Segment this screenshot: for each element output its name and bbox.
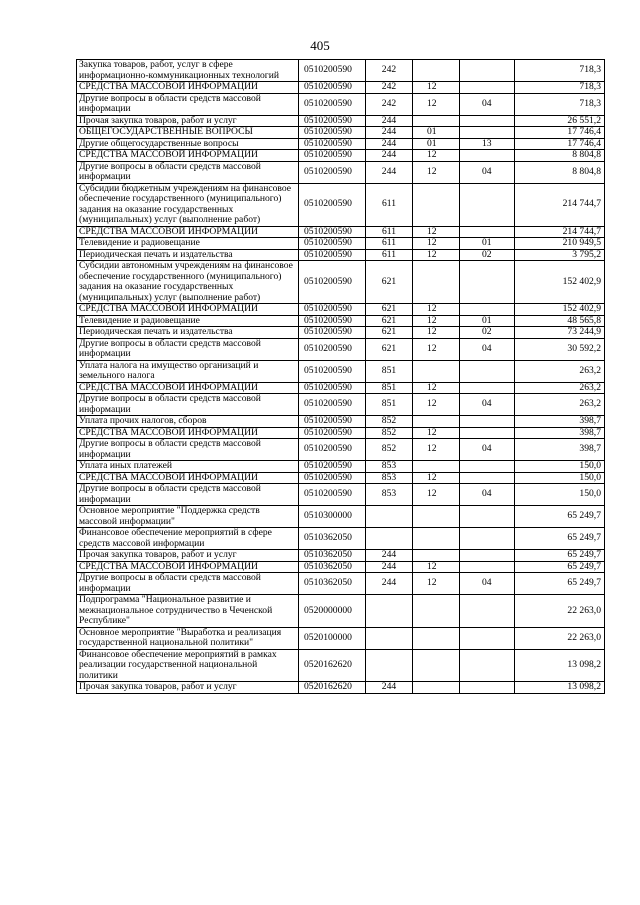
target-article-cell: 0510200590 bbox=[299, 93, 366, 115]
amount-cell: 48 565,8 bbox=[515, 315, 605, 327]
section-cell bbox=[413, 649, 460, 682]
subsection-cell: 01 bbox=[460, 315, 515, 327]
subsection-cell: 04 bbox=[460, 93, 515, 115]
table-row bbox=[77, 60, 605, 82]
target-article-cell: 0510200590 bbox=[299, 82, 366, 94]
amount-cell: 65 249,7 bbox=[515, 550, 605, 562]
subsection-cell: 04 bbox=[460, 573, 515, 595]
subsection-cell bbox=[460, 595, 515, 628]
amount-cell: 150,0 bbox=[515, 484, 605, 506]
table-row bbox=[77, 394, 605, 416]
subsection-cell bbox=[460, 416, 515, 428]
target-article-cell: 0510200590 bbox=[299, 238, 366, 250]
section-cell bbox=[413, 595, 460, 628]
subsection-cell bbox=[460, 226, 515, 238]
table-row bbox=[77, 315, 605, 327]
item-name-cell: Финансовое обеспечение мероприятий в рамках реализации государственной национальной политики bbox=[77, 649, 299, 682]
subsection-cell: 04 bbox=[460, 394, 515, 416]
table-row bbox=[77, 627, 605, 649]
target-article-cell: 0510200590 bbox=[299, 394, 366, 416]
target-article-cell: 0510200590 bbox=[299, 484, 366, 506]
table-row bbox=[77, 472, 605, 484]
item-name-cell: Другие вопросы в области средств массовой информации bbox=[77, 394, 299, 416]
target-article-cell: 0510200590 bbox=[299, 382, 366, 394]
subsection-cell bbox=[460, 550, 515, 562]
table-row bbox=[77, 127, 605, 139]
table-row bbox=[77, 682, 605, 694]
target-article-cell: 0510200590 bbox=[299, 226, 366, 238]
section-cell: 12 bbox=[413, 93, 460, 115]
item-name-cell: Прочая закупка товаров, работ и услуг bbox=[77, 682, 299, 694]
table-row bbox=[77, 238, 605, 250]
subsection-cell bbox=[460, 360, 515, 382]
target-article-cell: 0510200590 bbox=[299, 416, 366, 428]
table-row bbox=[77, 427, 605, 439]
target-article-cell: 0510200590 bbox=[299, 161, 366, 183]
item-name-cell: ОБЩЕГОСУДАРСТВЕННЫЕ ВОПРОСЫ bbox=[77, 127, 299, 139]
table-row bbox=[77, 183, 605, 226]
amount-cell: 398,7 bbox=[515, 427, 605, 439]
section-cell bbox=[413, 682, 460, 694]
target-article-cell: 0510200590 bbox=[299, 60, 366, 82]
item-name-cell: СРЕДСТВА МАССОВОЙ ИНФОРМАЦИИ bbox=[77, 150, 299, 162]
table-row bbox=[77, 82, 605, 94]
subsection-cell: 04 bbox=[460, 161, 515, 183]
target-article-cell: 0520100000 bbox=[299, 627, 366, 649]
expense-type-cell: 853 bbox=[366, 472, 413, 484]
item-name-cell: СРЕДСТВА МАССОВОЙ ИНФОРМАЦИИ bbox=[77, 226, 299, 238]
subsection-cell bbox=[460, 261, 515, 304]
expense-type-cell bbox=[366, 528, 413, 550]
section-cell: 12 bbox=[413, 315, 460, 327]
subsection-cell bbox=[460, 115, 515, 127]
amount-cell: 3 795,2 bbox=[515, 249, 605, 261]
budget-table-body bbox=[77, 60, 605, 694]
subsection-cell bbox=[460, 627, 515, 649]
table-row bbox=[77, 150, 605, 162]
item-name-cell: Уплата прочих налогов, сборов bbox=[77, 416, 299, 428]
subsection-cell bbox=[460, 682, 515, 694]
expense-type-cell: 853 bbox=[366, 461, 413, 473]
expense-type-cell: 244 bbox=[366, 150, 413, 162]
item-name-cell: Телевидение и радиовещание bbox=[77, 315, 299, 327]
amount-cell: 30 592,2 bbox=[515, 338, 605, 360]
target-article-cell: 0510200590 bbox=[299, 138, 366, 150]
amount-cell: 718,3 bbox=[515, 93, 605, 115]
table-row bbox=[77, 439, 605, 461]
item-name-cell: Другие общегосударственные вопросы bbox=[77, 138, 299, 150]
table-row bbox=[77, 93, 605, 115]
table-row bbox=[77, 528, 605, 550]
target-article-cell: 0510200590 bbox=[299, 249, 366, 261]
amount-cell: 263,2 bbox=[515, 382, 605, 394]
section-cell: 12 bbox=[413, 439, 460, 461]
table-row bbox=[77, 261, 605, 304]
expense-type-cell: 621 bbox=[366, 327, 413, 339]
section-cell: 12 bbox=[413, 561, 460, 573]
amount-cell: 73 244,9 bbox=[515, 327, 605, 339]
subsection-cell: 04 bbox=[460, 439, 515, 461]
amount-cell: 65 249,7 bbox=[515, 506, 605, 528]
expense-type-cell bbox=[366, 506, 413, 528]
section-cell bbox=[413, 115, 460, 127]
section-cell: 12 bbox=[413, 82, 460, 94]
subsection-cell: 04 bbox=[460, 338, 515, 360]
expense-type-cell: 851 bbox=[366, 360, 413, 382]
subsection-cell: 13 bbox=[460, 138, 515, 150]
table-row bbox=[77, 595, 605, 628]
amount-cell: 214 744,7 bbox=[515, 183, 605, 226]
table-row bbox=[77, 338, 605, 360]
section-cell: 12 bbox=[413, 226, 460, 238]
item-name-cell: Другие вопросы в области средств массовой информации bbox=[77, 93, 299, 115]
item-name-cell: Телевидение и радиовещание bbox=[77, 238, 299, 250]
item-name-cell: Уплата иных платежей bbox=[77, 461, 299, 473]
section-cell: 01 bbox=[413, 138, 460, 150]
section-cell: 12 bbox=[413, 249, 460, 261]
target-article-cell: 0510200590 bbox=[299, 150, 366, 162]
target-article-cell: 0510200590 bbox=[299, 315, 366, 327]
section-cell bbox=[413, 60, 460, 82]
expense-type-cell bbox=[366, 649, 413, 682]
budget-table bbox=[76, 59, 605, 694]
expense-type-cell: 244 bbox=[366, 127, 413, 139]
expense-type-cell bbox=[366, 595, 413, 628]
item-name-cell: Уплата налога на имущество организаций и земельного налога bbox=[77, 360, 299, 382]
section-cell: 12 bbox=[413, 427, 460, 439]
subsection-cell bbox=[460, 382, 515, 394]
amount-cell: 398,7 bbox=[515, 439, 605, 461]
item-name-cell: Финансовое обеспечение мероприятий в сфере средств массовой информации bbox=[77, 528, 299, 550]
section-cell: 12 bbox=[413, 573, 460, 595]
expense-type-cell: 242 bbox=[366, 93, 413, 115]
item-name-cell: Субсидии автономным учреждениям на финансовое обеспечение государственного (муниципального) задания на оказание государственных (муниципальных) услуг (выполнение работ) bbox=[77, 261, 299, 304]
item-name-cell: Прочая закупка товаров, работ и услуг bbox=[77, 550, 299, 562]
section-cell bbox=[413, 183, 460, 226]
section-cell: 12 bbox=[413, 382, 460, 394]
amount-cell: 152 402,9 bbox=[515, 261, 605, 304]
table-row bbox=[77, 115, 605, 127]
target-article-cell: 0510362050 bbox=[299, 528, 366, 550]
item-name-cell: Другие вопросы в области средств массовой информации bbox=[77, 573, 299, 595]
subsection-cell: 01 bbox=[460, 238, 515, 250]
expense-type-cell: 621 bbox=[366, 261, 413, 304]
target-article-cell: 0510362050 bbox=[299, 573, 366, 595]
amount-cell: 8 804,8 bbox=[515, 150, 605, 162]
section-cell bbox=[413, 360, 460, 382]
expense-type-cell: 611 bbox=[366, 238, 413, 250]
item-name-cell: Основное мероприятие "Выработка и реализация государственной национальной политики" bbox=[77, 627, 299, 649]
subsection-cell bbox=[460, 561, 515, 573]
subsection-cell bbox=[460, 472, 515, 484]
item-name-cell: Другие вопросы в области средств массовой информации bbox=[77, 161, 299, 183]
section-cell bbox=[413, 550, 460, 562]
target-article-cell: 0510200590 bbox=[299, 360, 366, 382]
item-name-cell: СРЕДСТВА МАССОВОЙ ИНФОРМАЦИИ bbox=[77, 427, 299, 439]
amount-cell: 150,0 bbox=[515, 472, 605, 484]
item-name-cell: Основное мероприятие "Поддержка средств массовой информации" bbox=[77, 506, 299, 528]
target-article-cell: 0510200590 bbox=[299, 472, 366, 484]
table-row bbox=[77, 484, 605, 506]
item-name-cell: Прочая закупка товаров, работ и услуг bbox=[77, 115, 299, 127]
section-cell: 12 bbox=[413, 150, 460, 162]
subsection-cell bbox=[460, 649, 515, 682]
item-name-cell: Другие вопросы в области средств массовой информации bbox=[77, 439, 299, 461]
item-name-cell: СРЕДСТВА МАССОВОЙ ИНФОРМАЦИИ bbox=[77, 82, 299, 94]
item-name-cell: Другие вопросы в области средств массовой информации bbox=[77, 484, 299, 506]
table-row bbox=[77, 226, 605, 238]
target-article-cell: 0520000000 bbox=[299, 595, 366, 628]
subsection-cell: 02 bbox=[460, 249, 515, 261]
target-article-cell: 0520162620 bbox=[299, 649, 366, 682]
table-row bbox=[77, 461, 605, 473]
subsection-cell bbox=[460, 528, 515, 550]
item-name-cell: Периодическая печать и издательства bbox=[77, 249, 299, 261]
table-row bbox=[77, 561, 605, 573]
target-article-cell: 0510200590 bbox=[299, 427, 366, 439]
section-cell: 12 bbox=[413, 394, 460, 416]
target-article-cell: 0510300000 bbox=[299, 506, 366, 528]
table-row bbox=[77, 416, 605, 428]
subsection-cell bbox=[460, 183, 515, 226]
target-article-cell: 0510200590 bbox=[299, 327, 366, 339]
amount-cell: 263,2 bbox=[515, 394, 605, 416]
expense-type-cell: 851 bbox=[366, 394, 413, 416]
table-row bbox=[77, 649, 605, 682]
section-cell bbox=[413, 506, 460, 528]
item-name-cell: СРЕДСТВА МАССОВОЙ ИНФОРМАЦИИ bbox=[77, 472, 299, 484]
target-article-cell: 0510362050 bbox=[299, 561, 366, 573]
table-row bbox=[77, 161, 605, 183]
item-name-cell: СРЕДСТВА МАССОВОЙ ИНФОРМАЦИИ bbox=[77, 561, 299, 573]
expense-type-cell: 244 bbox=[366, 138, 413, 150]
table-row bbox=[77, 249, 605, 261]
item-name-cell: СРЕДСТВА МАССОВОЙ ИНФОРМАЦИИ bbox=[77, 382, 299, 394]
target-article-cell: 0510200590 bbox=[299, 261, 366, 304]
expense-type-cell: 244 bbox=[366, 561, 413, 573]
expense-type-cell: 242 bbox=[366, 82, 413, 94]
expense-type-cell: 853 bbox=[366, 484, 413, 506]
section-cell bbox=[413, 261, 460, 304]
expense-type-cell: 244 bbox=[366, 573, 413, 595]
section-cell: 12 bbox=[413, 161, 460, 183]
expense-type-cell: 244 bbox=[366, 161, 413, 183]
target-article-cell: 0510200590 bbox=[299, 439, 366, 461]
section-cell bbox=[413, 461, 460, 473]
expense-type-cell: 611 bbox=[366, 226, 413, 238]
target-article-cell: 0510362050 bbox=[299, 550, 366, 562]
amount-cell: 13 098,2 bbox=[515, 682, 605, 694]
amount-cell: 17 746,4 bbox=[515, 127, 605, 139]
subsection-cell bbox=[460, 150, 515, 162]
item-name-cell: Субсидии бюджетным учреждениям на финансовое обеспечение государственного (муниципального) задания на оказание государственных (муниципальных) услуг (выполнение работ) bbox=[77, 183, 299, 226]
amount-cell: 398,7 bbox=[515, 416, 605, 428]
table-row bbox=[77, 327, 605, 339]
subsection-cell bbox=[460, 82, 515, 94]
amount-cell: 13 098,2 bbox=[515, 649, 605, 682]
expense-type-cell: 242 bbox=[366, 60, 413, 82]
section-cell: 12 bbox=[413, 304, 460, 316]
section-cell bbox=[413, 627, 460, 649]
table-row bbox=[77, 550, 605, 562]
section-cell: 12 bbox=[413, 484, 460, 506]
section-cell: 12 bbox=[413, 338, 460, 360]
subsection-cell bbox=[460, 427, 515, 439]
page-number: 405 bbox=[310, 38, 330, 53]
table-row bbox=[77, 304, 605, 316]
table-row bbox=[77, 138, 605, 150]
expense-type-cell: 852 bbox=[366, 416, 413, 428]
amount-cell: 263,2 bbox=[515, 360, 605, 382]
amount-cell: 65 249,7 bbox=[515, 528, 605, 550]
target-article-cell: 0520162620 bbox=[299, 682, 366, 694]
expense-type-cell: 611 bbox=[366, 183, 413, 226]
table-row bbox=[77, 573, 605, 595]
target-article-cell: 0510200590 bbox=[299, 304, 366, 316]
amount-cell: 65 249,7 bbox=[515, 561, 605, 573]
expense-type-cell: 611 bbox=[366, 249, 413, 261]
target-article-cell: 0510200590 bbox=[299, 461, 366, 473]
amount-cell: 22 263,0 bbox=[515, 627, 605, 649]
subsection-cell bbox=[460, 60, 515, 82]
amount-cell: 8 804,8 bbox=[515, 161, 605, 183]
expense-type-cell: 244 bbox=[366, 115, 413, 127]
subsection-cell bbox=[460, 127, 515, 139]
expense-type-cell: 621 bbox=[366, 304, 413, 316]
item-name-cell: Другие вопросы в области средств массовой информации bbox=[77, 338, 299, 360]
target-article-cell: 0510200590 bbox=[299, 183, 366, 226]
amount-cell: 26 551,2 bbox=[515, 115, 605, 127]
expense-type-cell: 621 bbox=[366, 315, 413, 327]
section-cell bbox=[413, 528, 460, 550]
expense-type-cell: 852 bbox=[366, 439, 413, 461]
amount-cell: 150,0 bbox=[515, 461, 605, 473]
section-cell: 01 bbox=[413, 127, 460, 139]
expense-type-cell bbox=[366, 627, 413, 649]
amount-cell: 65 249,7 bbox=[515, 573, 605, 595]
item-name-cell: Периодическая печать и издательства bbox=[77, 327, 299, 339]
subsection-cell: 04 bbox=[460, 484, 515, 506]
table-row bbox=[77, 360, 605, 382]
section-cell bbox=[413, 416, 460, 428]
expense-type-cell: 851 bbox=[366, 382, 413, 394]
amount-cell: 152 402,9 bbox=[515, 304, 605, 316]
section-cell: 12 bbox=[413, 327, 460, 339]
expense-type-cell: 621 bbox=[366, 338, 413, 360]
section-cell: 12 bbox=[413, 238, 460, 250]
target-article-cell: 0510200590 bbox=[299, 338, 366, 360]
target-article-cell: 0510200590 bbox=[299, 127, 366, 139]
amount-cell: 17 746,4 bbox=[515, 138, 605, 150]
target-article-cell: 0510200590 bbox=[299, 115, 366, 127]
expense-type-cell: 244 bbox=[366, 550, 413, 562]
amount-cell: 210 949,5 bbox=[515, 238, 605, 250]
table-row bbox=[77, 506, 605, 528]
amount-cell: 718,3 bbox=[515, 82, 605, 94]
item-name-cell: Подпрограмма "Национальное развитие и межнациональное сотрудничество в Чеченской Республике" bbox=[77, 595, 299, 628]
amount-cell: 718,3 bbox=[515, 60, 605, 82]
item-name-cell: Закупка товаров, работ, услуг в сфере информационно-коммуникационных технологий bbox=[77, 60, 299, 82]
item-name-cell: СРЕДСТВА МАССОВОЙ ИНФОРМАЦИИ bbox=[77, 304, 299, 316]
expense-type-cell: 852 bbox=[366, 427, 413, 439]
expense-type-cell: 244 bbox=[366, 682, 413, 694]
section-cell: 12 bbox=[413, 472, 460, 484]
amount-cell: 214 744,7 bbox=[515, 226, 605, 238]
subsection-cell bbox=[460, 506, 515, 528]
table-row bbox=[77, 382, 605, 394]
subsection-cell: 02 bbox=[460, 327, 515, 339]
subsection-cell bbox=[460, 461, 515, 473]
amount-cell: 22 263,0 bbox=[515, 595, 605, 628]
subsection-cell bbox=[460, 304, 515, 316]
